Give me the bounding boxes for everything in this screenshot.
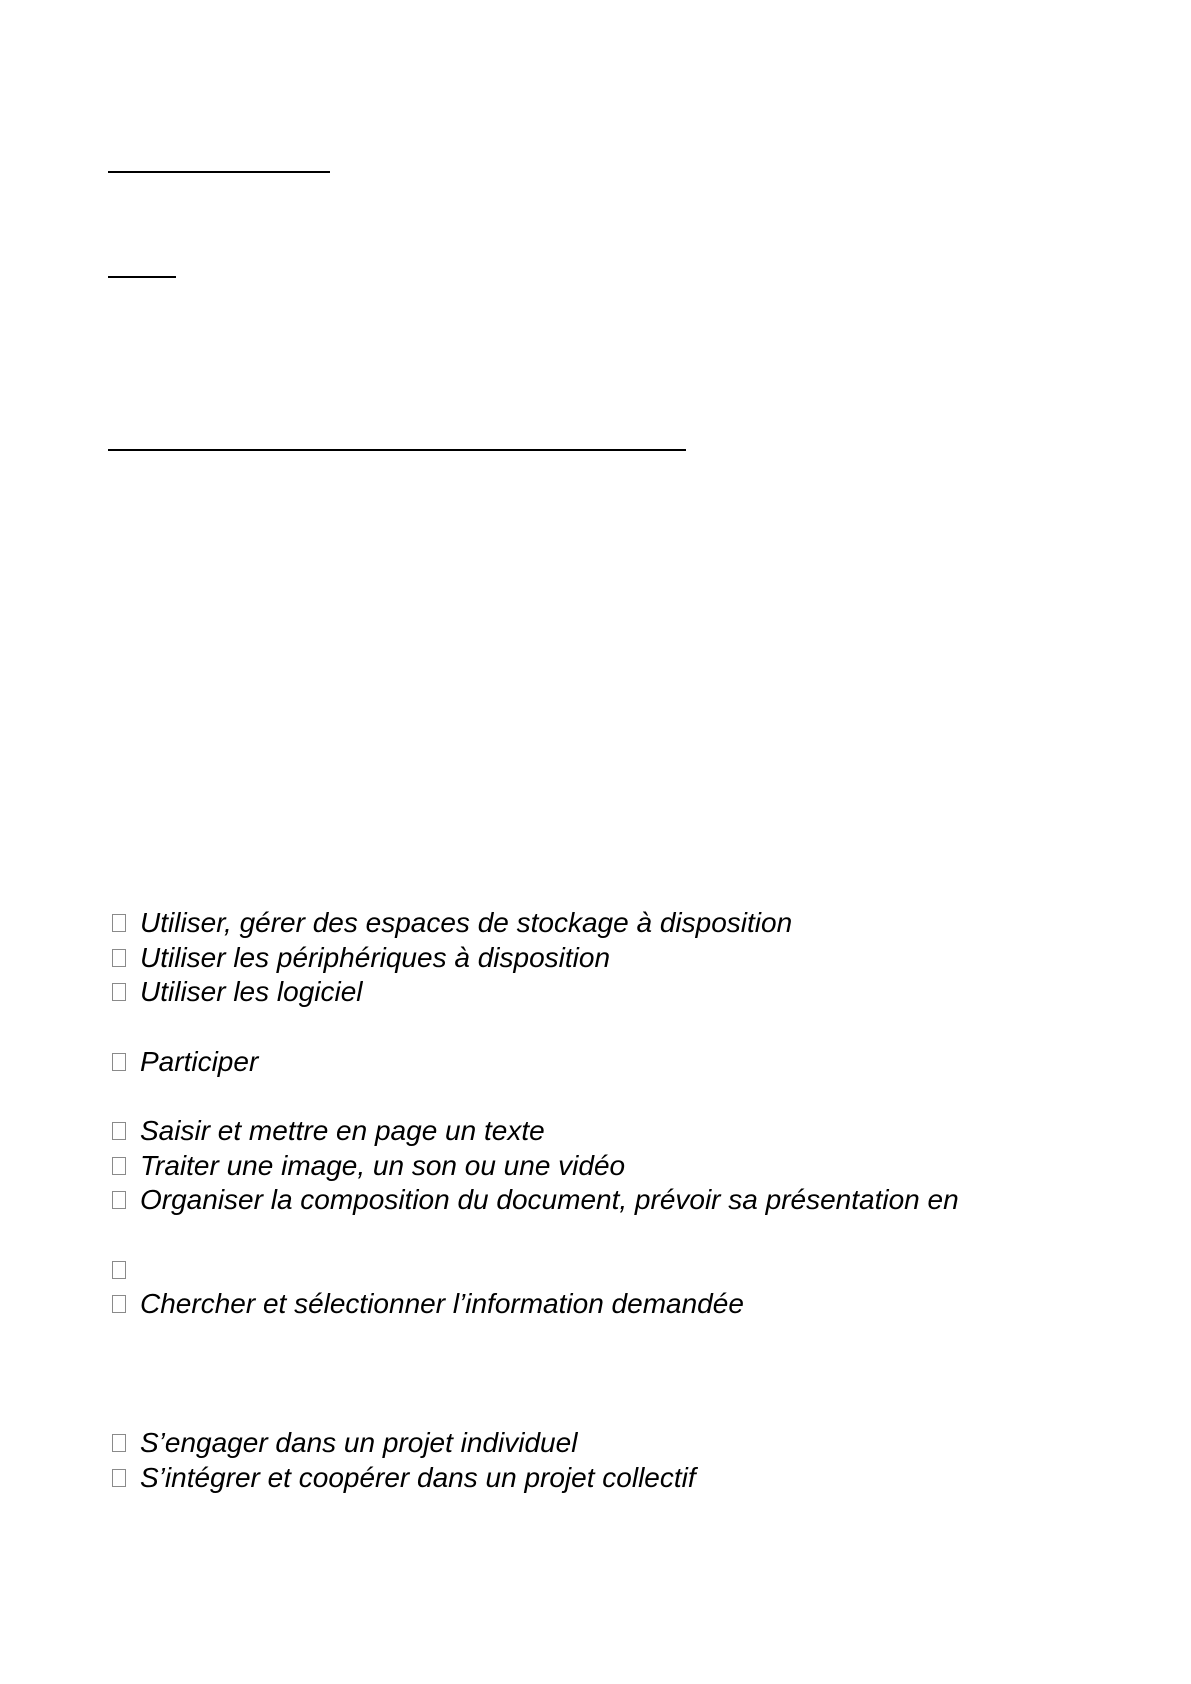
checklist-item-label: Utiliser les logiciel [140,976,363,1007]
checklist-item-label: Chercher et sélectionner l’information demandée [140,1288,744,1319]
checkbox-icon[interactable] [112,1157,126,1175]
checklist-item [112,906,792,940]
checklist-item [112,1426,577,1460]
checkbox-icon[interactable] [112,914,126,932]
checkbox-icon[interactable] [112,949,126,967]
checklist-item-label: Traiter une image, un son ou une vidéo [140,1150,626,1181]
checkbox-icon[interactable] [112,1295,126,1313]
checkbox-icon[interactable] [112,1191,126,1209]
checklist-item-label: Organiser la composition du document, prévoir sa présentation en [140,1184,959,1215]
checklist-item [112,1114,545,1148]
checklist-item-label: Utiliser, gérer des espaces de stockage à disposition [140,907,793,938]
blank-line-2 [108,276,176,278]
checklist-item-label: Saisir et mettre en page un texte [140,1115,545,1146]
checklist-item [112,975,363,1009]
blank-line-1 [108,171,330,173]
checkbox-icon[interactable] [112,1122,126,1140]
checklist-item-label: Participer [140,1046,259,1077]
checklist-item [112,1149,625,1183]
checklist-item-label: S’intégrer et coopérer dans un projet collectif [140,1462,696,1493]
checklist-item [112,1253,140,1287]
checkbox-icon[interactable] [112,1469,126,1487]
checklist-item-label: S’engager dans un projet individuel [140,1427,578,1458]
checklist-item-label: Utiliser les périphériques à disposition [140,942,611,973]
blank-line-3 [108,449,686,451]
checklist-item [112,1045,258,1079]
checklist-item [112,1183,959,1217]
checkbox-icon[interactable] [112,1261,126,1279]
checklist-item [112,1287,744,1321]
checklist-item [112,941,610,975]
checkbox-icon[interactable] [112,1434,126,1452]
checkbox-icon[interactable] [112,1053,126,1071]
checklist-item [112,1461,696,1495]
checkbox-icon[interactable] [112,983,126,1001]
